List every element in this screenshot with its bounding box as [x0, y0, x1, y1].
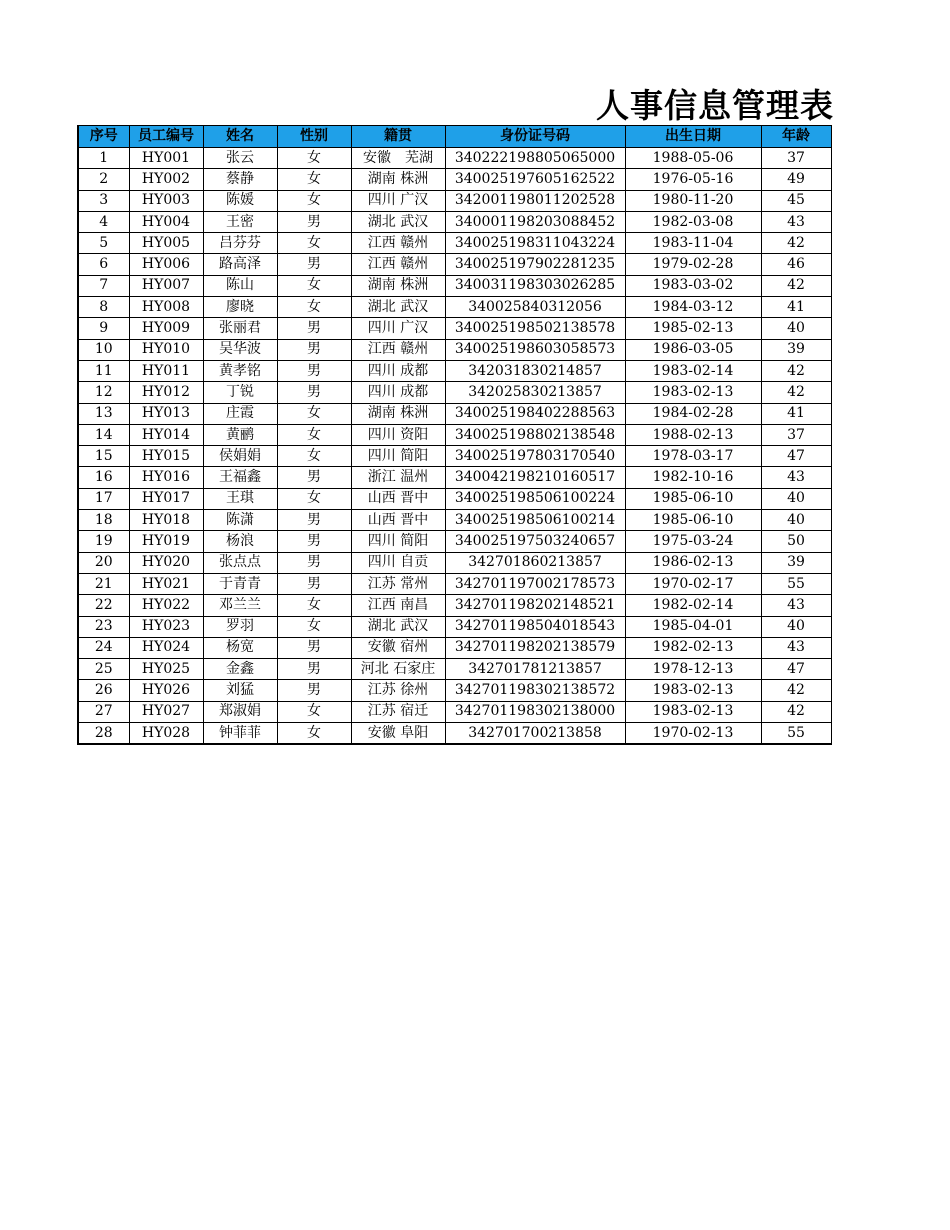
cell-age[interactable]: 41 [761, 297, 831, 318]
cell-id-card[interactable]: 340025197503240657 [445, 531, 625, 552]
cell-birth-date[interactable]: 1983-02-14 [625, 360, 761, 381]
cell-employee-id[interactable]: HY021 [129, 573, 203, 594]
cell-seq[interactable]: 10 [78, 339, 129, 360]
cell-id-card[interactable]: 342701198202148521 [445, 595, 625, 616]
cell-age[interactable]: 49 [761, 169, 831, 190]
cell-name[interactable]: 黄孝铭 [203, 360, 277, 381]
cell-name[interactable]: 邓兰兰 [203, 595, 277, 616]
cell-seq[interactable]: 1 [78, 148, 129, 169]
cell-id-card[interactable]: 340025197803170540 [445, 446, 625, 467]
cell-seq[interactable]: 4 [78, 211, 129, 232]
cell-employee-id[interactable]: HY008 [129, 297, 203, 318]
cell-origin[interactable]: 湖南 株洲 [351, 403, 445, 424]
cell-birth-date[interactable]: 1988-02-13 [625, 424, 761, 445]
cell-origin[interactable]: 四川 广汉 [351, 190, 445, 211]
cell-seq[interactable]: 9 [78, 318, 129, 339]
cell-gender[interactable]: 男 [277, 318, 351, 339]
cell-id-card[interactable]: 340031198303026285 [445, 275, 625, 296]
cell-seq[interactable]: 11 [78, 360, 129, 381]
cell-origin[interactable]: 江西 赣州 [351, 254, 445, 275]
table-row [78, 573, 831, 594]
table-row [78, 510, 831, 531]
cell-age[interactable]: 43 [761, 637, 831, 658]
cell-seq[interactable]: 8 [78, 297, 129, 318]
cell-gender[interactable]: 男 [277, 531, 351, 552]
cell-gender[interactable]: 女 [277, 616, 351, 637]
table-row [78, 637, 831, 658]
cell-name[interactable]: 吕芬芬 [203, 233, 277, 254]
cell-seq[interactable]: 14 [78, 424, 129, 445]
cell-employee-id[interactable]: HY025 [129, 659, 203, 680]
cell-origin[interactable]: 江苏 徐州 [351, 680, 445, 701]
table-body [78, 148, 831, 745]
cell-age[interactable]: 41 [761, 403, 831, 424]
table-row [78, 531, 831, 552]
cell-age[interactable]: 42 [761, 701, 831, 722]
cell-seq[interactable]: 5 [78, 233, 129, 254]
cell-gender[interactable]: 女 [277, 169, 351, 190]
cell-origin[interactable]: 河北 石家庄 [351, 659, 445, 680]
cell-name[interactable]: 罗羽 [203, 616, 277, 637]
cell-birth-date[interactable]: 1984-02-28 [625, 403, 761, 424]
cell-gender[interactable]: 女 [277, 233, 351, 254]
table-row [78, 297, 831, 318]
cell-gender[interactable]: 男 [277, 637, 351, 658]
cell-birth-date[interactable]: 1984-03-12 [625, 297, 761, 318]
cell-seq[interactable]: 3 [78, 190, 129, 211]
cell-age[interactable]: 42 [761, 360, 831, 381]
cell-age[interactable]: 55 [761, 573, 831, 594]
cell-birth-date[interactable]: 1985-06-10 [625, 510, 761, 531]
header-age[interactable]: 年龄 [761, 126, 831, 148]
cell-id-card[interactable]: 340025198802138548 [445, 424, 625, 445]
table-row [78, 723, 831, 745]
table-row [78, 211, 831, 232]
cell-id-card[interactable]: 340025197902281235 [445, 254, 625, 275]
cell-gender[interactable]: 女 [277, 403, 351, 424]
cell-employee-id[interactable]: HY006 [129, 254, 203, 275]
cell-birth-date[interactable]: 1983-02-13 [625, 701, 761, 722]
cell-id-card[interactable]: 340025198402288563 [445, 403, 625, 424]
cell-seq[interactable]: 22 [78, 595, 129, 616]
cell-id-card[interactable]: 342701198202138579 [445, 637, 625, 658]
cell-seq[interactable]: 25 [78, 659, 129, 680]
cell-employee-id[interactable]: HY007 [129, 275, 203, 296]
cell-gender[interactable]: 女 [277, 275, 351, 296]
cell-age[interactable]: 40 [761, 318, 831, 339]
cell-origin[interactable]: 四川 简阳 [351, 446, 445, 467]
cell-seq[interactable]: 16 [78, 467, 129, 488]
cell-age[interactable]: 50 [761, 531, 831, 552]
cell-birth-date[interactable]: 1988-05-06 [625, 148, 761, 169]
cell-age[interactable]: 39 [761, 339, 831, 360]
cell-origin[interactable]: 江苏 常州 [351, 573, 445, 594]
table-row [78, 552, 831, 573]
table-row [78, 254, 831, 275]
cell-origin[interactable]: 江西 赣州 [351, 339, 445, 360]
cell-name[interactable]: 杨浪 [203, 531, 277, 552]
cell-employee-id[interactable]: HY020 [129, 552, 203, 573]
table-row [78, 659, 831, 680]
cell-birth-date[interactable]: 1982-02-14 [625, 595, 761, 616]
cell-name[interactable]: 钟菲菲 [203, 723, 277, 745]
table-row [78, 701, 831, 722]
cell-employee-id[interactable]: HY012 [129, 382, 203, 403]
header-gender[interactable]: 性别 [277, 126, 351, 148]
table-row [78, 680, 831, 701]
cell-origin[interactable]: 安徽 芜湖 [351, 148, 445, 169]
cell-name[interactable]: 陈媛 [203, 190, 277, 211]
cell-name[interactable]: 刘猛 [203, 680, 277, 701]
cell-name[interactable]: 蔡静 [203, 169, 277, 190]
table-header-row [78, 126, 831, 148]
cell-age[interactable]: 47 [761, 446, 831, 467]
cell-name[interactable]: 路高泽 [203, 254, 277, 275]
table-row [78, 148, 831, 169]
cell-birth-date[interactable]: 1985-06-10 [625, 488, 761, 509]
table-row [78, 446, 831, 467]
cell-age[interactable]: 42 [761, 275, 831, 296]
cell-employee-id[interactable]: HY001 [129, 148, 203, 169]
cell-id-card[interactable]: 342031830214857 [445, 360, 625, 381]
cell-name[interactable]: 侯娟娟 [203, 446, 277, 467]
cell-origin[interactable]: 湖北 武汉 [351, 297, 445, 318]
header-name[interactable]: 姓名 [203, 126, 277, 148]
cell-seq[interactable]: 23 [78, 616, 129, 637]
page-title: 人事信息管理表 [596, 86, 834, 125]
cell-origin[interactable]: 四川 广汉 [351, 318, 445, 339]
cell-name[interactable]: 陈山 [203, 275, 277, 296]
cell-gender[interactable]: 男 [277, 552, 351, 573]
table-row [78, 233, 831, 254]
cell-id-card[interactable]: 340025198506100214 [445, 510, 625, 531]
cell-name[interactable]: 张丽君 [203, 318, 277, 339]
cell-seq[interactable]: 21 [78, 573, 129, 594]
cell-gender[interactable]: 女 [277, 190, 351, 211]
cell-employee-id[interactable]: HY005 [129, 233, 203, 254]
cell-age[interactable]: 43 [761, 211, 831, 232]
cell-age[interactable]: 39 [761, 552, 831, 573]
cell-name[interactable]: 吴华波 [203, 339, 277, 360]
cell-id-card[interactable]: 342701781213857 [445, 659, 625, 680]
cell-birth-date[interactable]: 1983-02-13 [625, 382, 761, 403]
cell-employee-id[interactable]: HY022 [129, 595, 203, 616]
cell-age[interactable]: 46 [761, 254, 831, 275]
cell-birth-date[interactable]: 1976-05-16 [625, 169, 761, 190]
cell-name[interactable]: 张云 [203, 148, 277, 169]
cell-seq[interactable]: 24 [78, 637, 129, 658]
cell-name[interactable]: 王琪 [203, 488, 277, 509]
cell-birth-date[interactable]: 1975-03-24 [625, 531, 761, 552]
cell-age[interactable]: 55 [761, 723, 831, 745]
cell-name[interactable]: 王福鑫 [203, 467, 277, 488]
cell-id-card[interactable]: 340025198603058573 [445, 339, 625, 360]
cell-origin[interactable]: 安徽 宿州 [351, 637, 445, 658]
cell-name[interactable]: 金鑫 [203, 659, 277, 680]
cell-id-card[interactable]: 342701198302138000 [445, 701, 625, 722]
cell-id-card[interactable]: 340042198210160517 [445, 467, 625, 488]
table-row [78, 275, 831, 296]
cell-origin[interactable]: 安徽 阜阳 [351, 723, 445, 745]
cell-age[interactable]: 42 [761, 233, 831, 254]
cell-id-card[interactable]: 342701197002178573 [445, 573, 625, 594]
table-row [78, 360, 831, 381]
cell-gender[interactable]: 男 [277, 339, 351, 360]
cell-id-card[interactable]: 340025198311043224 [445, 233, 625, 254]
cell-gender[interactable]: 女 [277, 446, 351, 467]
cell-name[interactable]: 于青青 [203, 573, 277, 594]
cell-age[interactable]: 47 [761, 659, 831, 680]
cell-employee-id[interactable]: HY013 [129, 403, 203, 424]
cell-employee-id[interactable]: HY010 [129, 339, 203, 360]
cell-birth-date[interactable]: 1983-03-02 [625, 275, 761, 296]
table-row [78, 488, 831, 509]
cell-seq[interactable]: 7 [78, 275, 129, 296]
cell-employee-id[interactable]: HY009 [129, 318, 203, 339]
table-row [78, 403, 831, 424]
header-employee-id[interactable]: 员工编号 [129, 126, 203, 148]
cell-seq[interactable]: 18 [78, 510, 129, 531]
cell-age[interactable]: 45 [761, 190, 831, 211]
cell-name[interactable]: 丁锐 [203, 382, 277, 403]
table-row [78, 467, 831, 488]
cell-id-card[interactable]: 340025198502138578 [445, 318, 625, 339]
cell-gender[interactable]: 女 [277, 595, 351, 616]
cell-birth-date[interactable]: 1978-12-13 [625, 659, 761, 680]
cell-age[interactable]: 40 [761, 488, 831, 509]
cell-employee-id[interactable]: HY017 [129, 488, 203, 509]
cell-gender[interactable]: 女 [277, 723, 351, 745]
cell-name[interactable]: 陈潇 [203, 510, 277, 531]
cell-age[interactable]: 37 [761, 148, 831, 169]
cell-origin[interactable]: 四川 成都 [351, 360, 445, 381]
cell-gender[interactable]: 女 [277, 148, 351, 169]
cell-id-card[interactable]: 342701198504018543 [445, 616, 625, 637]
cell-name[interactable]: 黄鹂 [203, 424, 277, 445]
cell-name[interactable]: 郑淑娟 [203, 701, 277, 722]
cell-seq[interactable]: 2 [78, 169, 129, 190]
table-row [78, 382, 831, 403]
header-origin[interactable]: 籍贯 [351, 126, 445, 148]
cell-origin[interactable]: 湖南 株洲 [351, 275, 445, 296]
cell-seq[interactable]: 28 [78, 723, 129, 745]
cell-birth-date[interactable]: 1983-02-13 [625, 680, 761, 701]
cell-employee-id[interactable]: HY011 [129, 360, 203, 381]
cell-seq[interactable]: 26 [78, 680, 129, 701]
cell-employee-id[interactable]: HY019 [129, 531, 203, 552]
cell-employee-id[interactable]: HY014 [129, 424, 203, 445]
cell-origin[interactable]: 山西 晋中 [351, 488, 445, 509]
cell-birth-date[interactable]: 1970-02-17 [625, 573, 761, 594]
cell-id-card[interactable]: 342025830213857 [445, 382, 625, 403]
cell-seq[interactable]: 6 [78, 254, 129, 275]
cell-origin[interactable]: 江西 赣州 [351, 233, 445, 254]
cell-origin[interactable]: 湖北 武汉 [351, 211, 445, 232]
cell-age[interactable]: 43 [761, 467, 831, 488]
cell-id-card[interactable]: 340001198203088452 [445, 211, 625, 232]
cell-employee-id[interactable]: HY028 [129, 723, 203, 745]
cell-origin[interactable]: 四川 简阳 [351, 531, 445, 552]
table-row [78, 190, 831, 211]
cell-gender[interactable]: 女 [277, 297, 351, 318]
cell-employee-id[interactable]: HY002 [129, 169, 203, 190]
table-row [78, 169, 831, 190]
header-birth-date[interactable]: 出生日期 [625, 126, 761, 148]
cell-age[interactable]: 42 [761, 382, 831, 403]
cell-employee-id[interactable]: HY018 [129, 510, 203, 531]
cell-origin[interactable]: 浙江 温州 [351, 467, 445, 488]
cell-employee-id[interactable]: HY004 [129, 211, 203, 232]
cell-id-card[interactable]: 340025198506100224 [445, 488, 625, 509]
cell-gender[interactable]: 男 [277, 467, 351, 488]
cell-gender[interactable]: 男 [277, 211, 351, 232]
cell-gender[interactable]: 男 [277, 659, 351, 680]
cell-gender[interactable]: 男 [277, 360, 351, 381]
cell-birth-date[interactable]: 1985-04-01 [625, 616, 761, 637]
cell-seq[interactable]: 17 [78, 488, 129, 509]
cell-birth-date[interactable]: 1985-02-13 [625, 318, 761, 339]
cell-age[interactable]: 40 [761, 616, 831, 637]
cell-age[interactable]: 37 [761, 424, 831, 445]
cell-gender[interactable]: 男 [277, 254, 351, 275]
personnel-table [77, 125, 832, 745]
cell-employee-id[interactable]: HY016 [129, 467, 203, 488]
cell-birth-date[interactable]: 1980-11-20 [625, 190, 761, 211]
cell-id-card[interactable]: 340025197605162522 [445, 169, 625, 190]
table-row [78, 595, 831, 616]
header-seq[interactable]: 序号 [78, 126, 129, 148]
cell-origin[interactable]: 江苏 宿迁 [351, 701, 445, 722]
cell-birth-date[interactable]: 1979-02-28 [625, 254, 761, 275]
cell-id-card[interactable]: 342001198011202528 [445, 190, 625, 211]
cell-birth-date[interactable]: 1986-03-05 [625, 339, 761, 360]
cell-seq[interactable]: 19 [78, 531, 129, 552]
cell-birth-date[interactable]: 1970-02-13 [625, 723, 761, 745]
cell-name[interactable]: 张点点 [203, 552, 277, 573]
cell-birth-date[interactable]: 1982-02-13 [625, 637, 761, 658]
cell-birth-date[interactable]: 1982-03-08 [625, 211, 761, 232]
cell-gender[interactable]: 男 [277, 680, 351, 701]
cell-gender[interactable]: 女 [277, 488, 351, 509]
cell-origin[interactable]: 江西 南昌 [351, 595, 445, 616]
cell-age[interactable]: 42 [761, 680, 831, 701]
cell-gender[interactable]: 女 [277, 701, 351, 722]
cell-name[interactable]: 廖晓 [203, 297, 277, 318]
cell-origin[interactable]: 四川 自贡 [351, 552, 445, 573]
cell-gender[interactable]: 男 [277, 382, 351, 403]
cell-origin[interactable]: 四川 资阳 [351, 424, 445, 445]
cell-birth-date[interactable]: 1983-11-04 [625, 233, 761, 254]
cell-origin[interactable]: 湖南 株洲 [351, 169, 445, 190]
cell-origin[interactable]: 四川 成都 [351, 382, 445, 403]
cell-gender[interactable]: 女 [277, 424, 351, 445]
cell-seq[interactable]: 13 [78, 403, 129, 424]
cell-seq[interactable]: 15 [78, 446, 129, 467]
cell-gender[interactable]: 男 [277, 573, 351, 594]
cell-id-card[interactable]: 342701700213858 [445, 723, 625, 745]
cell-id-card[interactable]: 342701860213857 [445, 552, 625, 573]
cell-id-card[interactable]: 340025840312056 [445, 297, 625, 318]
cell-age[interactable]: 40 [761, 510, 831, 531]
cell-birth-date[interactable]: 1978-03-17 [625, 446, 761, 467]
cell-name[interactable]: 杨宽 [203, 637, 277, 658]
cell-employee-id[interactable]: HY023 [129, 616, 203, 637]
cell-origin[interactable]: 湖北 武汉 [351, 616, 445, 637]
cell-gender[interactable]: 男 [277, 510, 351, 531]
cell-seq[interactable]: 12 [78, 382, 129, 403]
table-row [78, 424, 831, 445]
cell-origin[interactable]: 山西 晋中 [351, 510, 445, 531]
cell-seq[interactable]: 20 [78, 552, 129, 573]
cell-employee-id[interactable]: HY003 [129, 190, 203, 211]
cell-employee-id[interactable]: HY027 [129, 701, 203, 722]
cell-name[interactable]: 王密 [203, 211, 277, 232]
cell-employee-id[interactable]: HY026 [129, 680, 203, 701]
cell-birth-date[interactable]: 1986-02-13 [625, 552, 761, 573]
header-id-card[interactable]: 身份证号码 [445, 126, 625, 148]
cell-id-card[interactable]: 342701198302138572 [445, 680, 625, 701]
cell-seq[interactable]: 27 [78, 701, 129, 722]
cell-id-card[interactable]: 340222198805065000 [445, 148, 625, 169]
cell-birth-date[interactable]: 1982-10-16 [625, 467, 761, 488]
cell-employee-id[interactable]: HY015 [129, 446, 203, 467]
table-row [78, 616, 831, 637]
cell-employee-id[interactable]: HY024 [129, 637, 203, 658]
table-row [78, 339, 831, 360]
table-row [78, 318, 831, 339]
cell-age[interactable]: 43 [761, 595, 831, 616]
cell-name[interactable]: 庄霞 [203, 403, 277, 424]
